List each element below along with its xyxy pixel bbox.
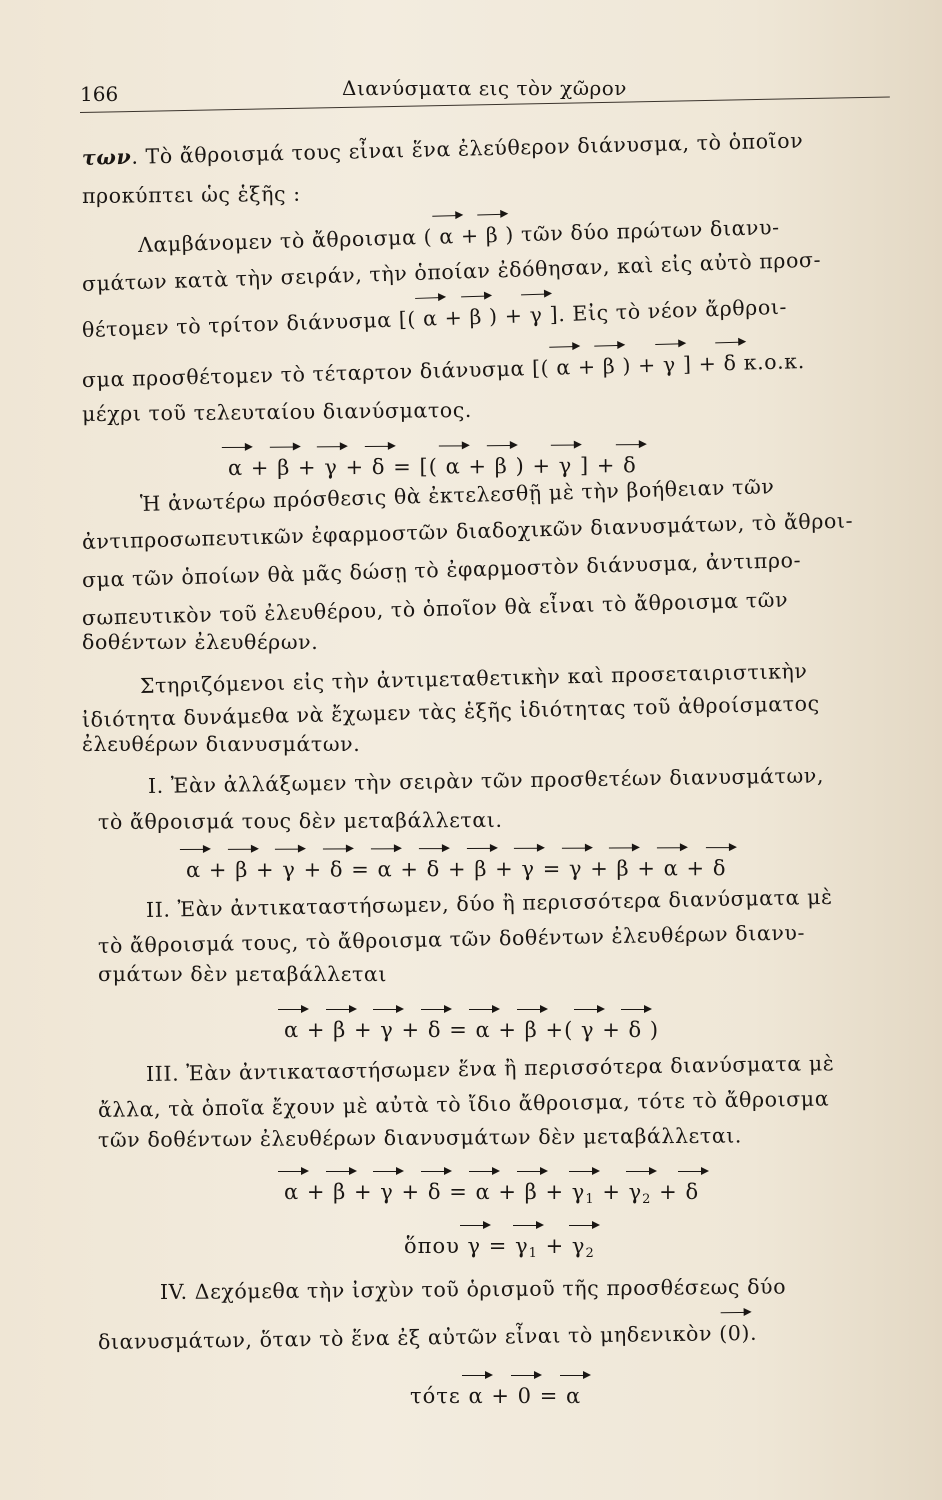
vector-alpha: α — [556, 355, 572, 380]
math-operator: + — [602, 1018, 621, 1042]
vector-delta: δ — [628, 1018, 643, 1042]
math-operator: + — [401, 1180, 421, 1204]
text-line: σμάτων δὲν μεταβάλλεται — [98, 962, 387, 986]
vector-alpha: α — [377, 857, 393, 882]
math-operator: = — [488, 1234, 508, 1258]
text-fragment: ] + — [682, 351, 717, 377]
text-line: ΙV. Δεχόμεθα τὴν ἰσχὺν τοῦ ὁρισμοῦ τῆς προσθέσεως δύο — [159, 1274, 787, 1304]
math-operator: + — [637, 856, 656, 881]
equation — [410, 1384, 942, 1408]
vector-gamma: γ — [529, 302, 543, 328]
text-fragment: + — [444, 305, 463, 330]
text-fragment: ). — [741, 1320, 758, 1346]
text-fragment: ]. Εἰς τὸ νέον ἄρθροι- — [549, 294, 788, 327]
math-operator: + — [498, 1018, 517, 1042]
vector-gamma: γ — [380, 1018, 394, 1042]
math-operator: + — [354, 1018, 373, 1042]
vector-delta: δ — [329, 857, 344, 882]
text-fragment: ) + — [488, 303, 523, 329]
vector-alpha: α — [445, 454, 461, 479]
vector-gamma: γ — [521, 856, 536, 881]
text-fragment: . Τὸ ἄθροισμά τους εἶναι ἕνα ἐλεύθερον διάνυσμα, τὸ ὁποῖον — [131, 128, 804, 169]
vector-beta: β — [469, 304, 483, 330]
text-line: ἀντιπροσωπευτικῶν ἐφαρμοστῶν διαδοχικῶν διανυσμάτων, τὸ ἄθροι- — [81, 508, 854, 554]
vector-beta: β — [616, 856, 630, 881]
text-fragment: Λαμβάνομεν τὸ ἄθροισμα ( — [137, 224, 433, 257]
vector-gamma: γ — [380, 1180, 394, 1204]
text-line: τὸ ἄθροισμά τους, τὸ ἄθροισμα τῶν δοθέντων ἐλευθέρων διανυ- — [97, 920, 806, 958]
equation — [284, 1018, 942, 1042]
math-operator: + — [545, 1234, 565, 1258]
subscript: 1 — [585, 1192, 595, 1207]
text-line: ἐλευθέρων διανυσμάτων. — [82, 732, 361, 756]
text-fragment: σμα προσθέτομεν τὸ τέταρτον διάνυσμα [( — [81, 355, 550, 392]
math-operator: +( — [545, 1018, 574, 1042]
vector-gamma: γ — [324, 455, 338, 480]
vector-alpha: α — [227, 455, 244, 480]
vector-gamma: γ — [558, 453, 573, 478]
vector-delta: δ — [723, 350, 737, 376]
text-line: ἰδιότητα δυνάμεθα νὰ ἔχωμεν τὰς ἑξῆς ἰδιότητας τοῦ ἀθροίσματος — [81, 691, 820, 732]
math-operator: + — [495, 856, 514, 881]
math-operator: + — [401, 1018, 421, 1042]
text-line: τὸ ἄθροισμά τους δὲν μεταβάλλεται. — [97, 807, 503, 834]
math-operator: + — [590, 856, 609, 881]
math-operator: ) + — [515, 453, 552, 478]
math-symbol: γ — [571, 1234, 586, 1258]
text-fragment: θέτομεν τὸ τρίτον διάνυσμα [( — [81, 306, 417, 342]
text-fragment: + — [577, 354, 597, 380]
text-line — [98, 1319, 918, 1354]
text-fragment: κ.ο.κ. — [743, 349, 806, 375]
text-fragment: ) τῶν δύο πρώτων διανυ- — [505, 215, 780, 247]
equation — [284, 1180, 942, 1207]
vector-gamma: γ — [282, 857, 296, 882]
math-operator: + — [447, 857, 467, 882]
math-operator: + — [354, 1180, 373, 1204]
math-operator: + — [545, 1180, 565, 1204]
vector-alpha: α — [185, 857, 202, 882]
math-operator: = — [351, 857, 370, 882]
vector-beta: β — [602, 354, 616, 379]
math-operator: + — [686, 856, 706, 881]
vector-gamma: γ — [568, 856, 583, 881]
math-operator: + — [498, 1180, 517, 1204]
text-line: σωπευτικὸν τοῦ ἐλευθέρου, τὸ ὁποῖον θὰ εἶναι τὸ ἄθροισμα τῶν — [81, 587, 789, 630]
math-operator: ) — [649, 1018, 660, 1042]
vector-alpha: α — [475, 1180, 491, 1204]
vector-beta: β — [235, 857, 249, 882]
vector-delta: δ — [712, 856, 727, 881]
math-operator: = — [542, 856, 562, 881]
vector-alpha: α — [284, 1180, 300, 1204]
math-operator: + — [306, 1018, 326, 1042]
vector-beta: β — [277, 455, 291, 480]
text-line: σμα τῶν ὁποίων θὰ μᾶς δώσῃ τὸ ἐφαρμοστὸν διάνυσμα, ἀντιπρο- — [81, 547, 802, 592]
math-operator: + — [400, 857, 420, 882]
vector-beta: β — [474, 856, 488, 881]
text-line: μέχρι τοῦ τελευταίου διανύσματος. — [81, 397, 473, 426]
math-operator: = — [449, 1018, 468, 1042]
text-fragment: ὅπου — [404, 1234, 460, 1258]
text-line: δοθέντων ἐλευθέρων. — [82, 630, 319, 654]
vector-delta: δ — [426, 857, 441, 882]
math-symbol: γ — [628, 1180, 643, 1204]
text-fragment: + — [460, 223, 479, 248]
math-operator: + — [602, 1180, 621, 1204]
subscript: 2 — [585, 1246, 595, 1261]
text-line: προκύπτει ὡς ἑξῆς : — [81, 181, 301, 208]
math-operator: + — [345, 455, 365, 480]
math-operator: + — [491, 1384, 510, 1408]
vector-delta: δ — [623, 453, 637, 478]
text-line — [82, 291, 902, 342]
math-operator: + — [297, 455, 317, 480]
math-operator: = — [539, 1384, 559, 1408]
equation — [186, 855, 942, 882]
vector-alpha: α — [663, 856, 679, 881]
text-line — [82, 126, 902, 170]
text-line — [82, 347, 902, 392]
vector-delta: δ — [427, 1180, 442, 1204]
vector-beta: β — [524, 1180, 538, 1204]
math-symbol: γ — [515, 1234, 529, 1258]
vector-delta: δ — [685, 1180, 700, 1204]
vector-zero: 0 — [517, 1384, 532, 1408]
vector-gamma-1 — [572, 1180, 595, 1207]
math-operator: + — [306, 1180, 326, 1204]
vector-alpha: α — [468, 1384, 484, 1408]
vector-alpha: α — [565, 1384, 582, 1408]
vector-beta: β — [494, 454, 508, 479]
vector-gamma-1 — [515, 1234, 538, 1261]
math-operator: + — [208, 857, 228, 882]
vector-beta: β — [524, 1018, 538, 1042]
text-line: Ἡ ἀνωτέρω πρόσθεσις θὰ ἐκτελεσθῇ μὲ τὴν βοήθειαν τῶν — [139, 474, 775, 516]
vector-gamma: γ — [662, 352, 677, 377]
vector-alpha: α — [475, 1018, 491, 1042]
math-operator: + — [468, 454, 488, 479]
math-symbol: γ — [571, 1180, 586, 1204]
text-line: σμάτων κατὰ τὴν σειράν, τὴν ὁποίαν ἐδόθησαν, καὶ εἰς αὐτὸ προσ- — [81, 247, 822, 296]
text-line: ΙΙΙ. Ἐὰν ἀντικαταστήσωμεν ἕνα ἢ περισσότερα διανύσματα μὲ — [145, 1051, 835, 1086]
text-line: ΙΙ. Ἐὰν ἀντικαταστήσωμεν, δύο ἢ περισσότερα διανύσματα μὲ — [145, 884, 833, 922]
text-line: Στηριζόμενοι εἰς τὴν ἀντιμεταθετικὴν καὶ προσεταιριστικὴν — [139, 658, 808, 698]
vector-alpha: α — [284, 1018, 300, 1042]
text-line: ἄλλα, τὰ ὁποῖα ἔχουν μὲ αὐτὰ τὸ ἴδιο ἄθροισμα, τότε τὸ ἄθροισμα — [97, 1086, 830, 1122]
vector-beta: β — [333, 1018, 347, 1042]
vector-alpha: α — [438, 224, 455, 249]
math-operator: = — [449, 1180, 468, 1204]
vector-delta: δ — [371, 454, 386, 479]
math-operator: ] + — [579, 453, 616, 478]
math-operator: + — [250, 455, 270, 480]
math-operator: + — [255, 857, 275, 882]
text-fragment: τότε — [410, 1384, 461, 1408]
vector-gamma-2 — [629, 1180, 652, 1207]
vector-gamma-2 — [572, 1234, 595, 1261]
text-line: Ι. Ἐὰν ἀλλάξωμεν τὴν σειρὰν τῶν προσθετέων διανυσμάτων, — [147, 763, 825, 798]
subscript: 1 — [528, 1246, 538, 1261]
vector-beta: β — [333, 1180, 347, 1204]
math-operator: + — [303, 857, 323, 882]
text-line: τῶν δοθέντων ἐλευθέρων διανυσμάτων δὲν μεταβάλλεται. — [97, 1123, 743, 1152]
text-fragment: διανυσμάτων, ὅταν τὸ ἕνα ἐξ αὐτῶν εἶναι τὸ μηδενικὸν ( — [97, 1321, 728, 1354]
vector-gamma: γ — [580, 1018, 595, 1042]
vector-gamma: γ — [467, 1234, 482, 1258]
equation — [404, 1234, 942, 1261]
page-number: 166 — [80, 82, 119, 106]
vector-zero: 0 — [727, 1321, 742, 1346]
vector-alpha: α — [422, 306, 438, 331]
math-operator: + — [659, 1180, 678, 1204]
text-fragment: ) + — [622, 352, 657, 378]
vector-delta: δ — [427, 1018, 442, 1042]
math-operator: = [( — [393, 454, 438, 479]
text-fragment: των — [81, 144, 132, 170]
vector-beta: β — [485, 222, 499, 248]
running-title: Διανύσματα εις τὸν χῶρον — [342, 76, 627, 100]
subscript: 2 — [642, 1192, 652, 1207]
